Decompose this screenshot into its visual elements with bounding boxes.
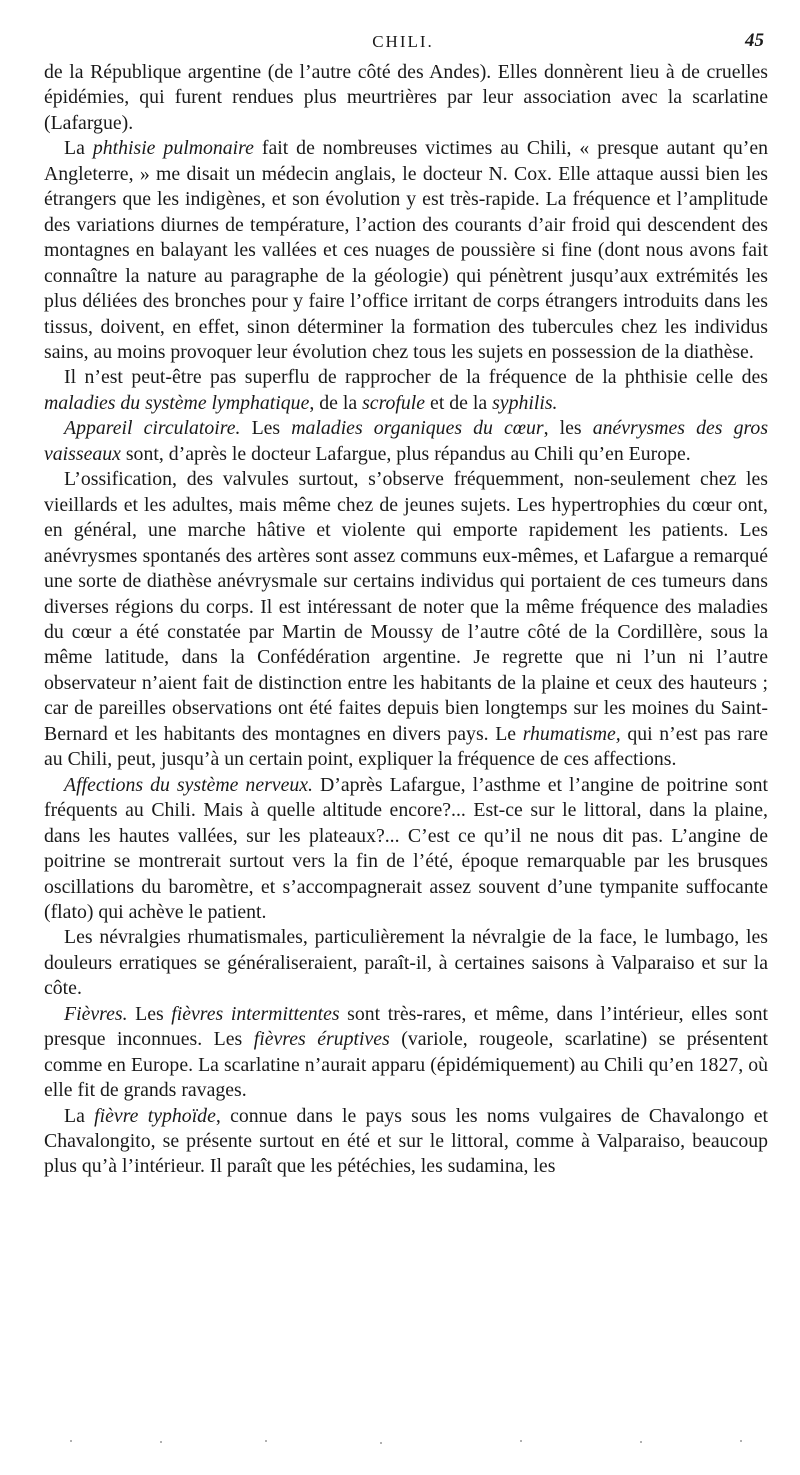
text-run: , les [543, 417, 593, 440]
text-run: , de la [309, 391, 363, 414]
italic-term: Affections du système nerveux. [64, 773, 313, 796]
text-run: de la République argentine (de l’autre côté des Andes). Elles donnèrent lieu à de cruelles épidémies, qui furent rendues plus meurtrières par leur association avec la scarlatine (Lafargue). [44, 61, 768, 134]
paragraph [44, 60, 768, 136]
italic-term: maladies organiques du cœur [291, 417, 544, 440]
print-speck [160, 1441, 162, 1443]
body-text [44, 60, 768, 1180]
text-run: Il n’est peut-être pas superflu de rapprocher de la fréquence de la phthisie celle des [64, 366, 768, 389]
text-run: Les [240, 417, 292, 440]
running-head: CHILI. [372, 32, 434, 51]
print-speck [265, 1440, 267, 1442]
print-speck [70, 1440, 72, 1442]
text-run: sont très-rares, et même, dans l’intérieur, elles sont presque inconnues. Les [44, 1002, 769, 1051]
italic-term: maladies du système lymphatique [44, 391, 310, 414]
print-specks [40, 1438, 760, 1446]
italic-term: anévrysmes des gros vaisseaux [44, 417, 769, 465]
text-run: fait de nombreuses victimes au Chili, « presque autant qu’en Angleterre, » me disait un médecin anglais, le docteur N. Cox. Elle attaque aussi bien les étrangers que les indigènes, et son évolution y est très-rapide. La fréquence et l’amplitude des variations diurnes de température, l’action des courants d’air froid qui descendent des montagnes en balayant les vallées et ces nuages de poussière si fine (dont nous avons fait connaître la nature au paragraphe de la géologie) qui pénètrent jusqu’aux extrémités les plus déliées des bronches pour y faire l’office irritant de corps étrangers introduits dans les tissus, doivent, en effet, sinon déterminer la formation des tubercules chez les individus sains, au moins provoquer leur évolution chez tous les sujets en possession de la diathèse. [44, 137, 769, 363]
text-run: D’après Lafargue, l’asthme et l’angine de poitrine sont fréquents au Chili. Mais à quelle altitude encore?... Est-ce sur le littoral, dans la plaine, dans les hautes vallées, sur les plateaux?... C’est ce qu’il ne nous dit pas. L’angine de poitrine se montrerait surtout vers la fin de l’été, époque remarquable par les brusques oscillations du baromètre, et s’accompagnerait assez souvent d’une tympanite suffocante (flato) qui achève le patient. [44, 773, 768, 923]
paragraph [44, 1104, 768, 1180]
text-run: La [64, 1104, 95, 1127]
italic-term: rhumatisme, [522, 722, 621, 745]
text-run: qui n’est pas rare au Chili, peut, jusqu’à un certain point, expliquer la fréquence de ces affections. [44, 722, 768, 771]
page-header [40, 26, 766, 60]
text-run: Les névralgies rhumatismales, particulièrement la névralgie de la face, le lumbago, les douleurs erratiques se généraliseraient, paraît-il, à certaines saisons à Valparaiso et sur la côte. [44, 926, 768, 1000]
text-run: , connue dans le pays sous les noms vulgaires de Chavalongo et Chavalongito, se présente surtout en été et sur le littoral, comme à Valparaiso, beaucoup plus qu’à l’intérieur. Il paraît que les pétéchies, les sudamina, les [44, 1104, 768, 1178]
italic-term: fièvres intermittentes [171, 1002, 340, 1025]
text-run: La [64, 137, 93, 160]
paragraph [44, 773, 768, 926]
paragraph [44, 136, 768, 365]
italic-term: Appareil circulatoire. [64, 417, 241, 440]
paragraph [44, 1002, 768, 1104]
italic-term: Fièvres. [64, 1002, 128, 1025]
text-run: (variole, rougeole, scarlatine) se présentent comme en Europe. La scarlatine n’aurait apparu (épidémiquement) au Chili qu’en 1827, où elle fit de grands ravages. [44, 1028, 768, 1102]
text-run: et de la [425, 391, 493, 414]
paragraph [44, 925, 768, 1001]
text-run: L’ossification, des valvules surtout, s’observe fréquemment, non-seulement chez les vieillards et les adultes, mais même chez de jeunes sujets. Les hypertrophies du cœur ont, en général, une marche hâtive et violente qui emporte rapidement les patients. Les anévrysmes spontanés des artères sont assez communs eux-mêmes, et Lafargue a remarqué une sorte de diathèse anévrysmale sur certains individus qui portaient de ces tumeurs dans diverses régions du corps. Il est intéressant de noter que la même fréquence des maladies du cœur a été constatée par Martin de Moussy de l’autre côté de la Cordillère, sous la même latitude, dans la Confédération argentine. Je regrette que ni l’un ni l’autre observateur n’aient fait de distinction entre les habitants de la plaine et ceux des hauteurs ; car de pareilles observations ont été faites depuis bien longtemps sur les moines du Saint-Bernard et les habitants des montagnes en divers pays. Le [44, 468, 768, 745]
print-speck [520, 1440, 522, 1442]
paragraph [44, 416, 768, 467]
text-run: Les [127, 1002, 172, 1025]
text-run: sont, d’après le docteur Lafargue, plus répandus au Chili qu’en Europe. [120, 442, 691, 465]
italic-term: fièvre typhoïde [94, 1104, 216, 1127]
italic-term: fièvres éruptives [253, 1028, 390, 1051]
print-speck [380, 1442, 382, 1444]
italic-term: phthisie pulmonaire [92, 137, 254, 160]
italic-term: scrofule [362, 391, 426, 414]
page-number: 45 [745, 30, 764, 51]
paragraph [44, 365, 768, 416]
print-speck [640, 1441, 642, 1443]
print-speck [740, 1440, 742, 1442]
paragraph [44, 467, 768, 772]
italic-term: syphilis. [492, 391, 558, 414]
